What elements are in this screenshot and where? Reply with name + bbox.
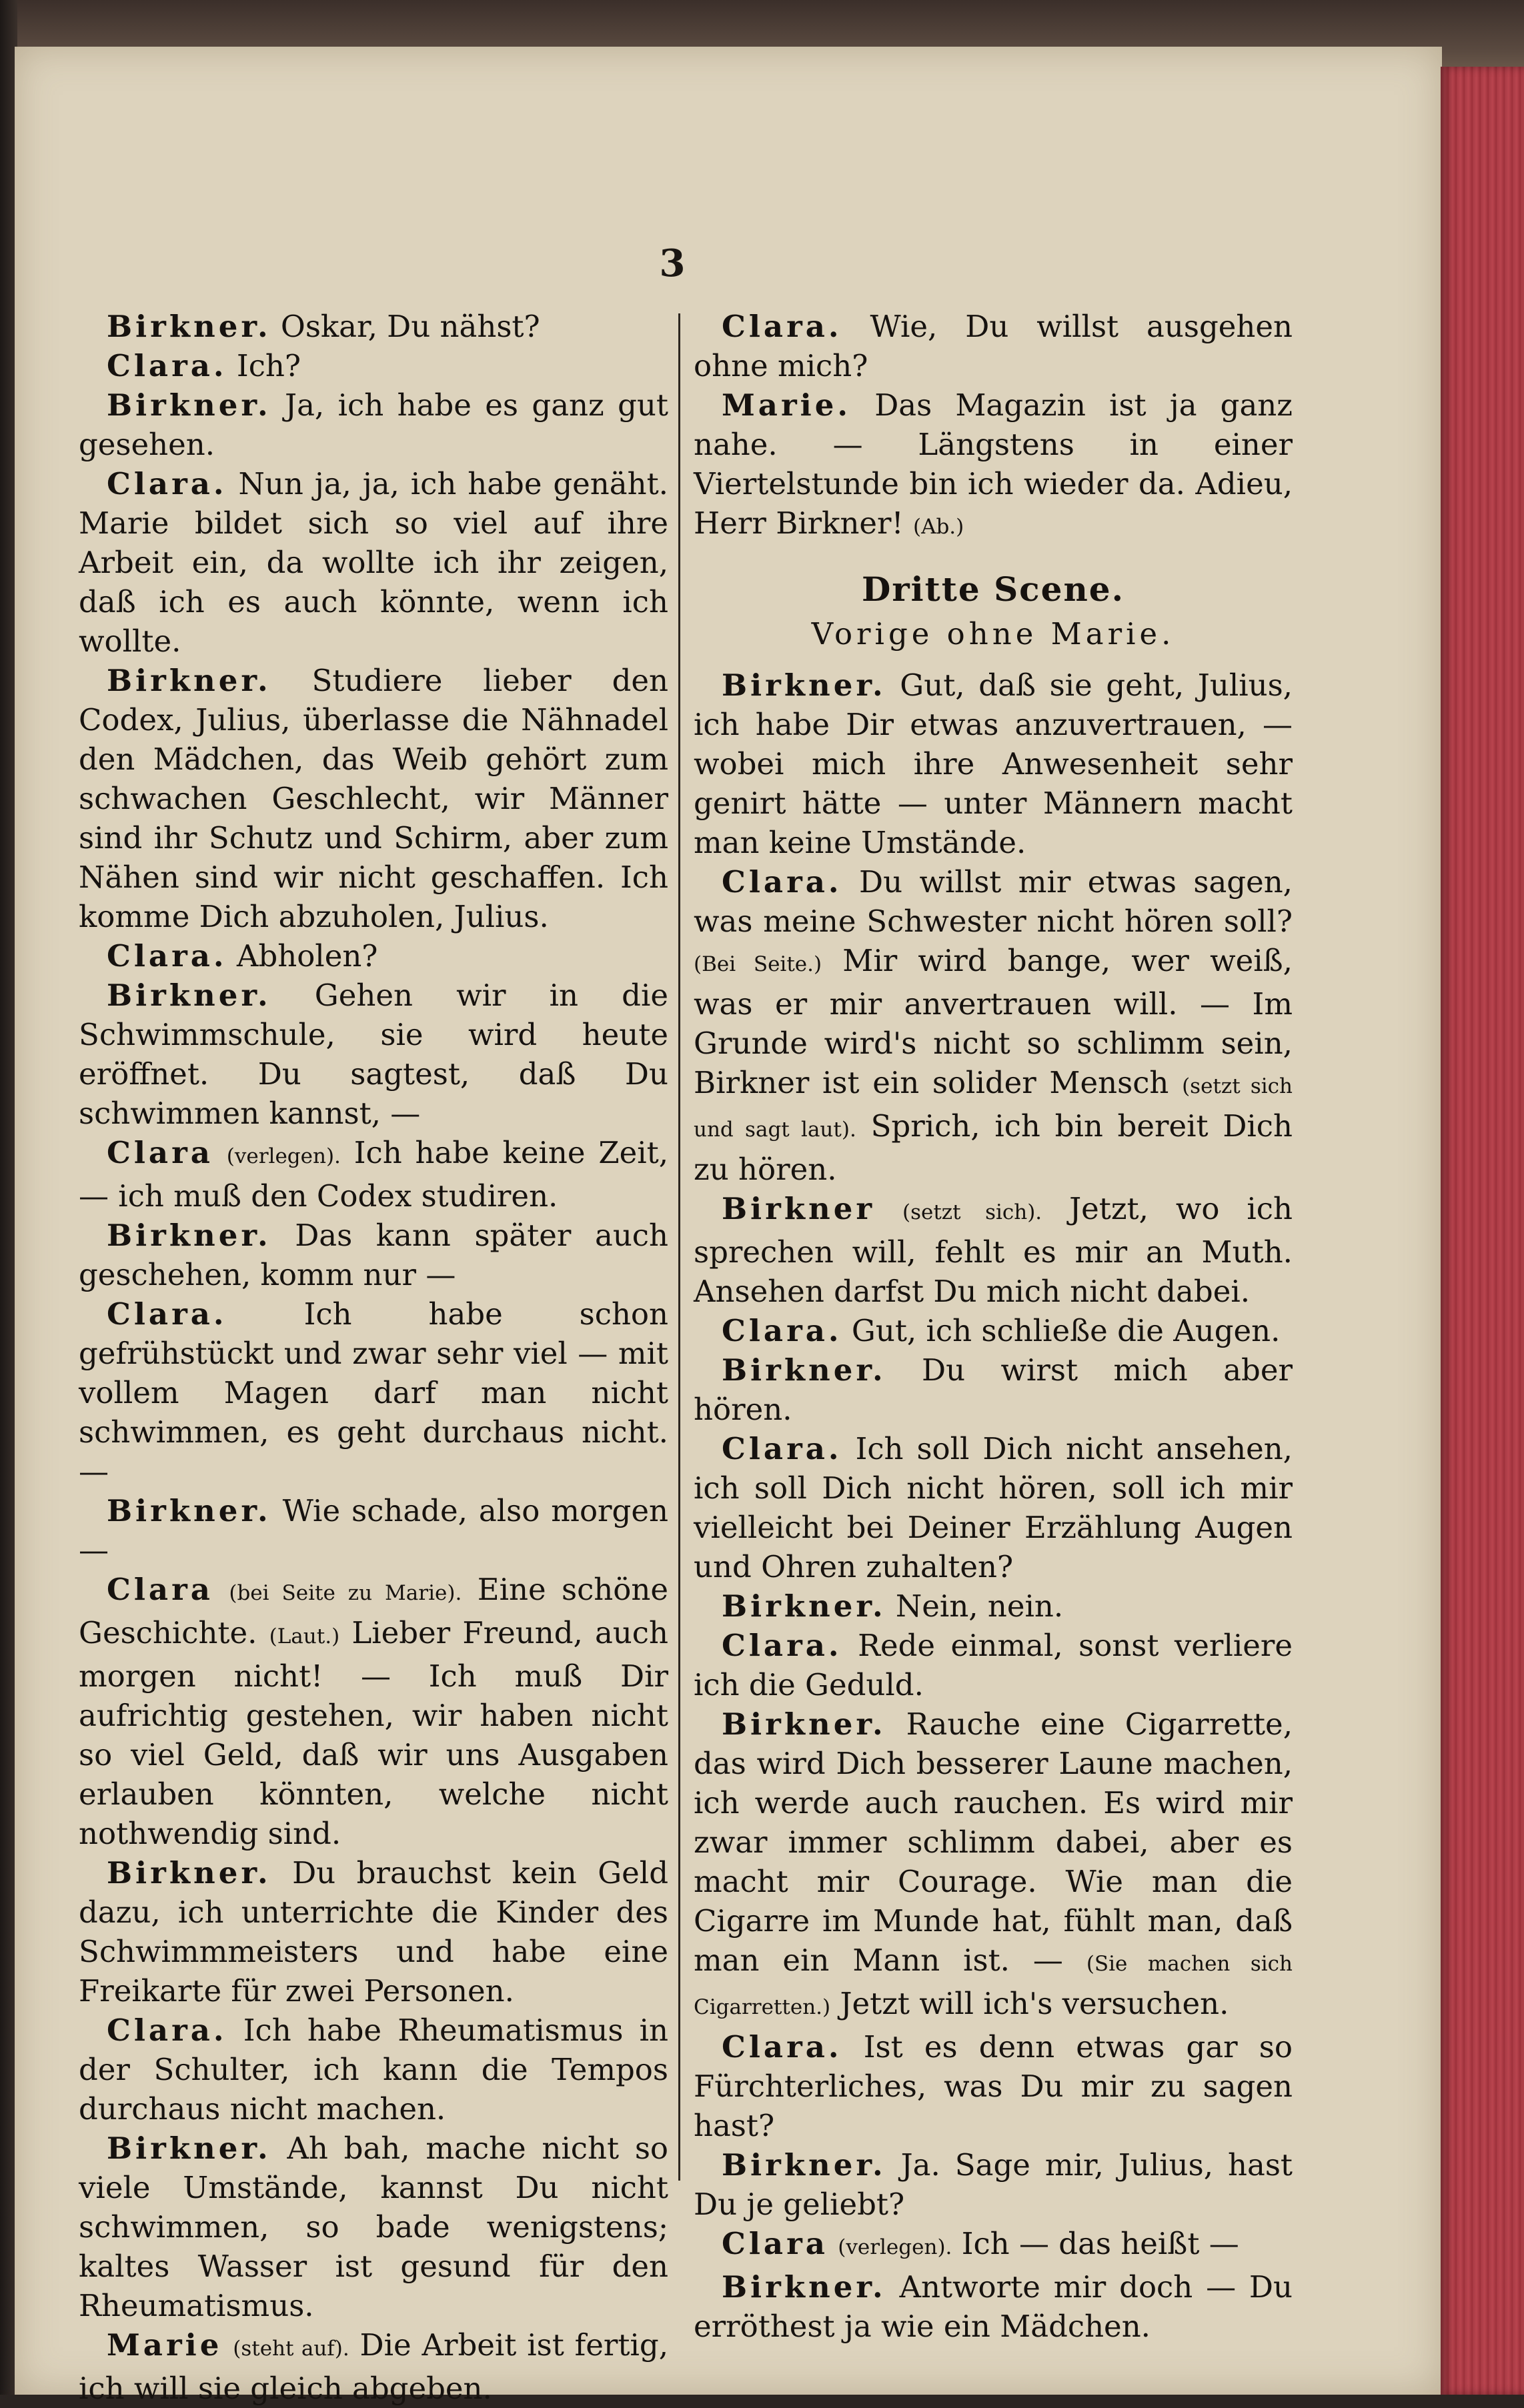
- dialogue-line: [79, 307, 668, 346]
- dialogue-line: [694, 1586, 1293, 1626]
- speaker-name: Marie.: [722, 387, 852, 423]
- speaker-name: Clara.: [107, 2013, 227, 2048]
- dialogue-text: Ist es denn etwas gar so Fürchterliches, was Du mir zu sagen hast?: [694, 2029, 1293, 2143]
- dialogue-text: Eine schöne Geschichte.: [79, 1572, 668, 1650]
- dialogue-line: [694, 1189, 1293, 1311]
- speaker-name: Birkner.: [107, 1855, 271, 1891]
- dialogue-line: [79, 385, 668, 464]
- dialogue-text: Ich habe Rheumatismus in der Schulter, ich kann die Tempos durchaus nicht machen.: [79, 2013, 668, 2127]
- dialogue-text: Abholen?: [236, 938, 378, 974]
- speaker-name: Birkner.: [722, 668, 886, 703]
- stage-direction: (Ab.): [912, 515, 964, 539]
- speaker-name: Clara.: [722, 2029, 842, 2065]
- dialogue-text: Ja, ich habe es ganz gut gesehen.: [79, 387, 668, 462]
- speaker-name: Clara.: [722, 1628, 842, 1663]
- dialogue-line: [79, 1294, 668, 1491]
- speaker-name: Clara.: [722, 309, 842, 344]
- dialogue-line: [694, 666, 1293, 862]
- dialogue-text: Rede einmal, sonst verliere ich die Geduld.: [694, 1628, 1293, 1702]
- speaker-name: Clara: [107, 1572, 213, 1607]
- dialogue-text: Nun ja, ja, ich habe genäht. Marie bildet sich so viel auf ihre Arbeit ein, da wollte ich ihr zeigen, daß ich es auch könnte, wenn ich wollte.: [79, 466, 668, 659]
- dialogue-line: [79, 2129, 668, 2325]
- speaker-name: Clara.: [107, 938, 227, 974]
- dialogue-text: Nein, nein.: [895, 1588, 1064, 1624]
- stage-direction: (verlegen).: [838, 2235, 952, 2259]
- dialogue-line: [694, 1626, 1293, 1704]
- dialogue-line: [79, 1491, 668, 1570]
- speaker-name: Birkner.: [107, 978, 271, 1013]
- dialogue-text: Du wirst mich aber hören.: [694, 1352, 1293, 1427]
- dialogue-line: [79, 2325, 668, 2408]
- dialogue-text: Wie schade, also morgen —: [79, 1493, 668, 1568]
- dialogue-line: [694, 2145, 1293, 2224]
- left-column: [79, 307, 668, 2408]
- speaker-name: Birkner.: [722, 1352, 886, 1388]
- page-fore-edge: [1441, 67, 1524, 2395]
- dialogue-line: [694, 1350, 1293, 1429]
- speaker-name: Birkner.: [107, 2131, 271, 2166]
- dialogue-text: Ich habe schon gefrühstückt und zwar sehr viel — mit vollem Magen darf man nicht schwimmen, es geht durchaus nicht. —: [79, 1296, 669, 1489]
- dialogue-text: Gut, daß sie geht, Julius, ich habe Dir etwas anzuvertrauen, — wobei mich ihre Anwesenheit sehr genirt hätte — unter Männern macht man keine Umstände.: [694, 668, 1293, 860]
- dialogue-text: Wie, Du willst ausgehen ohne mich?: [694, 309, 1293, 383]
- dialogue-line: [79, 1570, 668, 1853]
- speaker-name: Clara.: [722, 1313, 842, 1348]
- speaker-name: Marie: [107, 2327, 223, 2363]
- dialogue-line: [694, 2027, 1293, 2145]
- speaker-name: Birkner.: [107, 663, 271, 698]
- dialogue-text: Gehen wir in die Schwimmschule, sie wird heute eröffnet. Du sagtest, daß Du schwimmen kannst, —: [79, 978, 668, 1131]
- dialogue-line: [694, 385, 1293, 547]
- dialogue-text: Gut, ich schließe die Augen.: [851, 1313, 1281, 1348]
- dialogue-text: Sprich, ich bin bereit Dich zu hören.: [694, 1108, 1293, 1187]
- dialogue-text: Jetzt, wo ich sprechen will, fehlt es mir an Muth. Ansehen darfst Du mich nicht dabei.: [694, 1191, 1293, 1309]
- speaker-name: Birkner.: [107, 387, 271, 423]
- scene-title: Dritte Scene.: [861, 569, 1125, 609]
- stage-direction: (verlegen).: [226, 1144, 341, 1168]
- dialogue-line: [694, 2224, 1293, 2267]
- right-column: [694, 307, 1293, 2346]
- page-number: 3: [659, 241, 686, 285]
- column-divider: [678, 313, 680, 2181]
- dialogue-line: [79, 2011, 668, 2129]
- dialogue-line: [694, 862, 1293, 1189]
- speaker-name: Clara.: [722, 864, 842, 900]
- dialogue-line: [79, 976, 668, 1133]
- speaker-name: Birkner.: [722, 2147, 886, 2183]
- dialogue-text: Oskar, Du nähst?: [280, 309, 540, 344]
- dialogue-line: [694, 1311, 1293, 1350]
- speaker-name: Clara: [107, 1135, 213, 1170]
- stage-direction: (steht auf).: [233, 2337, 349, 2361]
- dialogue-text: Die Arbeit ist fertig, ich will sie gleich abgeben.: [79, 2327, 668, 2406]
- speaker-name: Clara.: [722, 1431, 842, 1466]
- dialogue-text: Du willst mir etwas sagen, was meine Schwester nicht hören soll?: [694, 864, 1293, 939]
- dialogue-text: Ja. Sage mir, Julius, hast Du je geliebt?: [694, 2147, 1293, 2222]
- speaker-name: Clara.: [107, 1296, 227, 1332]
- stage-direction: (Sie machen sich Cigarretten.): [694, 1952, 1293, 2019]
- speaker-name: Birkner.: [722, 1588, 886, 1624]
- dialogue-text: Mir wird bange, wer weiß, was er mir anvertrauen will. — Im Grunde wird's nicht so schlimm sein, Birkner ist ein solider Mensch: [694, 943, 1293, 1100]
- stage-direction: (setzt sich).: [902, 1200, 1042, 1224]
- dialogue-text: Studiere lieber den Codex, Julius, überlasse die Nähnadel den Mädchen, das Weib gehört zum schwachen Geschlecht, wir Männer sind ihr Schutz und Schirm, aber zum Nähen sind wir nicht geschaffen. Ich komme Dich abzuholen, Julius.: [79, 663, 668, 934]
- dialogue-text: Jetzt will ich's versuchen.: [840, 1986, 1229, 2021]
- dialogue-line: [694, 2267, 1293, 2346]
- dialogue-line: [694, 307, 1293, 385]
- dialogue-text: Ich habe keine Zeit, — ich muß den Codex studiren.: [79, 1135, 668, 1214]
- speaker-name: Clara.: [107, 466, 227, 501]
- dialogue-text: Ah bah, mache nicht so viele Umstände, kannst Du nicht schwimmen, so bade wenigstens; kaltes Wasser ist gesund für den Rheumatismus.: [79, 2131, 669, 2323]
- dialogue-text: Ich?: [236, 348, 301, 383]
- dialogue-line: [79, 464, 668, 661]
- dialogue-text: Das kann später auch geschehen, komm nur —: [79, 1218, 668, 1292]
- dialogue-line: [694, 1429, 1293, 1586]
- dialogue-line: [79, 936, 668, 976]
- stage-direction: (bei Seite zu Marie).: [229, 1581, 462, 1605]
- speaker-name: Clara.: [107, 348, 227, 383]
- dialogue-text: Lieber Freund, auch morgen nicht! — Ich muß Dir aufrichtig gestehen, wir haben nicht so viel Geld, daß wir uns Ausgaben erlauben könnten, welche nicht nothwendig sind.: [79, 1615, 668, 1851]
- speaker-name: Birkner.: [107, 1493, 271, 1528]
- dialogue-line: [694, 1704, 1293, 2027]
- dialogue-line: [79, 1216, 668, 1294]
- dialogue-text: Das Magazin ist ja ganz nahe. — Längstens in einer Viertelstunde bin ich wieder da. Adieu, Herr Birkner!: [694, 387, 1293, 541]
- dialogue-text: Ich — das heißt —: [961, 2226, 1239, 2261]
- dialogue-text: Antworte mir doch — Du erröthest ja wie ein Mädchen.: [694, 2269, 1293, 2344]
- speaker-name: Birkner.: [722, 2269, 886, 2305]
- scene-subtitle: Vorige ohne Marie.: [811, 616, 1175, 652]
- dialogue-line: [79, 1133, 668, 1216]
- dialogue-text: Rauche eine Cigarrette, das wird Dich besserer Laune machen, ich werde auch rauchen. Es wird mir zwar immer schlimm dabei, aber es macht mir Courage. Wie man die Cigarre im Munde hat, fühlt man, daß man ein Mann ist. —: [694, 1706, 1293, 1978]
- dialogue-line: [79, 346, 668, 385]
- dialogue-text: Du brauchst kein Geld dazu, ich unterrichte die Kinder des Schwimmmeisters und habe eine Freikarte für zwei Personen.: [79, 1855, 668, 2009]
- dialogue-line: [79, 661, 668, 936]
- dialogue-line: [79, 1853, 668, 2011]
- speaker-name: Clara: [722, 2226, 828, 2261]
- stage-direction: (Bei Seite.): [694, 952, 822, 976]
- speaker-name: Birkner: [722, 1191, 876, 1226]
- speaker-name: Birkner.: [107, 309, 271, 344]
- stage-direction: (Laut.): [269, 1624, 340, 1648]
- dialogue-text: Ich soll Dich nicht ansehen, ich soll Dich nicht hören, soll ich mir vielleicht bei Deiner Erzählung Augen und Ohren zuhalten?: [694, 1431, 1293, 1584]
- stage-direction: (setzt sich und sagt laut).: [694, 1074, 1293, 1142]
- speaker-name: Birkner.: [107, 1218, 271, 1253]
- speaker-name: Birkner.: [722, 1706, 886, 1742]
